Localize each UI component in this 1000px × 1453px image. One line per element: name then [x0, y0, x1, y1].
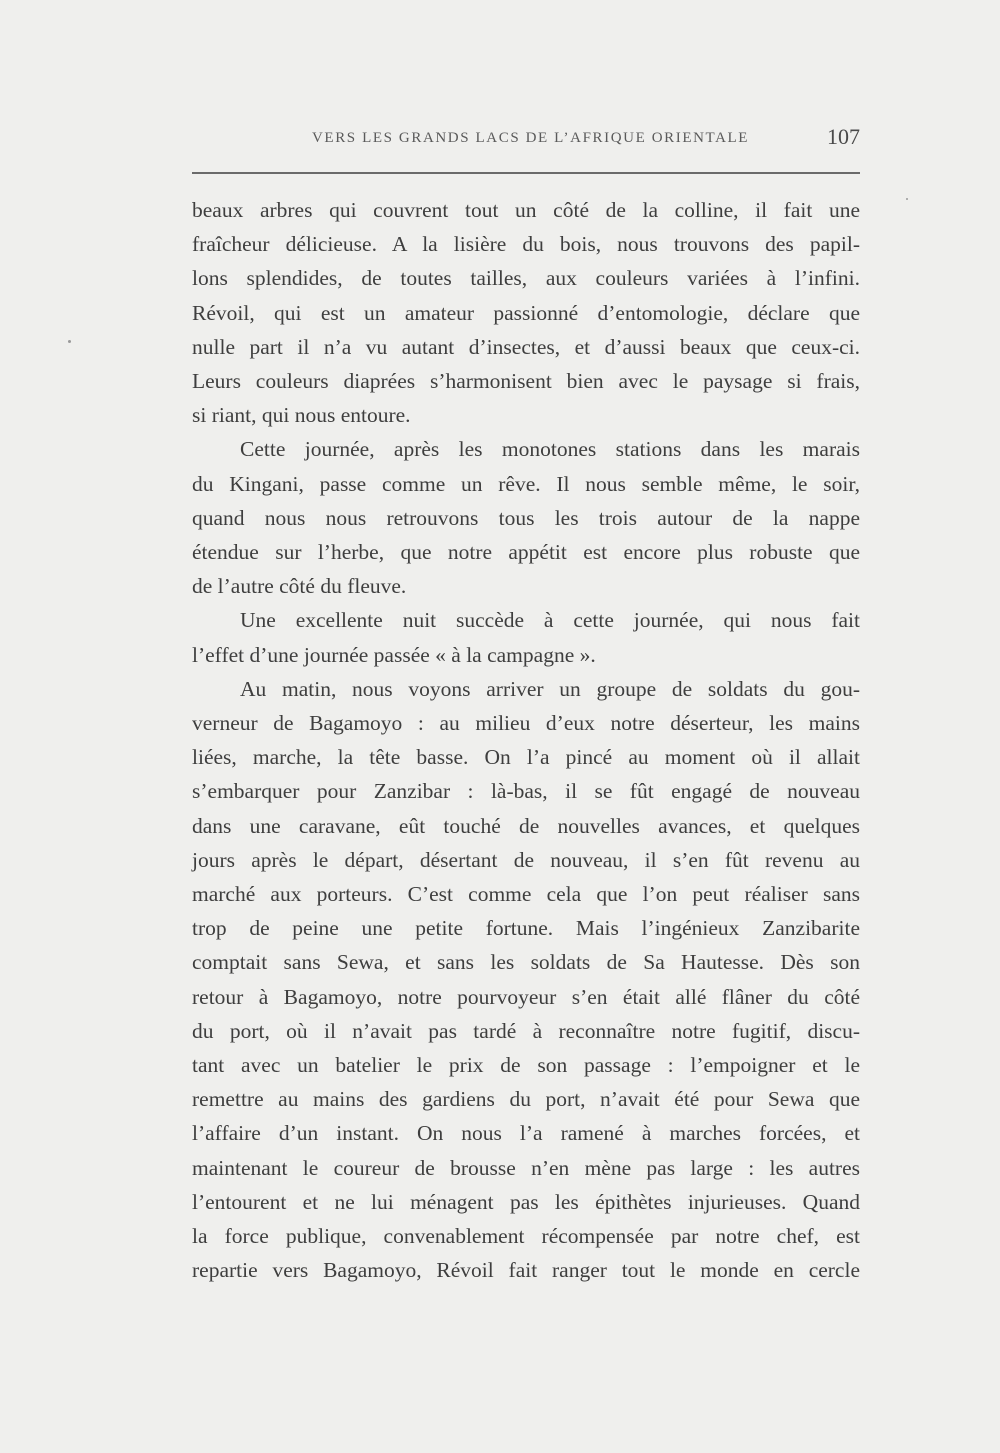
text-line: retour à Bagamoyo, notre pourvoyeur s’en était allé flâner du côté [192, 984, 860, 1009]
text-line: verneur de Bagamoyo : au milieu d’eux notre déserteur, les mains [192, 711, 860, 736]
page-number: 107 [827, 124, 860, 149]
text-line: comptait sans Sewa, et sans les soldats de Sa Hautesse. Dès son [192, 950, 860, 975]
text-line: tant avec un batelier le prix de son passage : l’empoigner et le [192, 1053, 860, 1078]
text-line: du Kingani, passe comme un rêve. Il nous semble même, le soir, [192, 471, 860, 496]
paper-speck [906, 198, 908, 200]
paper-speck [68, 340, 71, 343]
text-line: s’embarquer pour Zanzibar : là-bas, il se fût engagé de nouveau [192, 779, 860, 804]
text-line: trop de peine une petite fortune. Mais l’ingénieux Zanzibarite [192, 916, 860, 941]
text-line: remettre au mains des gardiens du port, n’avait été pour Sewa que [192, 1087, 860, 1112]
text-line: si riant, qui nous entoure. [192, 403, 411, 428]
text-line: liées, marche, la tête basse. On l’a pincé au moment où il allait [192, 745, 860, 770]
text-line: nulle part il n’a vu autant d’insectes, et d’aussi beaux que ceux-ci. [192, 334, 860, 359]
paragraph [192, 193, 860, 432]
text-line: maintenant le coureur de brousse n’en mène pas large : les autres [192, 1155, 860, 1180]
header-rule [192, 172, 860, 174]
text-line: quand nous nous retrouvons tous les trois autour de la nappe [192, 505, 860, 530]
text-line: l’effet d’une journée passée « à la campagne ». [192, 642, 596, 667]
page-header [192, 122, 860, 152]
text-line: marché aux porteurs. C’est comme cela que l’on peut réaliser sans [192, 882, 860, 907]
text-line: beaux arbres qui couvrent tout un côté de la colline, il fait une [192, 198, 860, 222]
text-line: Révoil, qui est un amateur passionné d’entomologie, déclare que [192, 300, 860, 325]
running-title: VERS LES GRANDS LACS DE L’AFRIQUE ORIENTALE [312, 130, 750, 146]
text-line: Une excellente nuit succède à cette journée, qui nous fait [240, 608, 860, 633]
text-line: l’affaire d’un instant. On nous l’a ramené à marches forcées, et [192, 1121, 860, 1146]
text-line: dans une caravane, eût touché de nouvelles avances, et quelques [192, 813, 860, 838]
text-line: Leurs couleurs diaprées s’harmonisent bien avec le paysage si frais, [192, 369, 860, 394]
text-line: repartie vers Bagamoyo, Révoil fait ranger tout le monde en cercle [192, 1258, 860, 1283]
text-line: fraîcheur délicieuse. A la lisière du bois, nous trouvons des papil- [192, 232, 860, 257]
text-line: de l’autre côté du fleuve. [192, 574, 407, 599]
text-line: lons splendides, de toutes tailles, aux couleurs variées à l’infini. [192, 266, 860, 291]
paragraph [192, 672, 860, 1288]
text-line: Cette journée, après les monotones stations dans les marais [240, 437, 860, 462]
text-line: l’entourent et ne lui ménagent pas les épithètes injurieuses. Quand [192, 1189, 860, 1214]
text-line: jours après le départ, désertant de nouveau, il s’en fût revenu au [192, 847, 860, 872]
paragraph [192, 432, 860, 603]
text-line: du port, où il n’avait pas tardé à reconnaître notre fugitif, discu- [192, 1018, 860, 1043]
text-line: Au matin, nous voyons arriver un groupe de soldats du gou- [240, 676, 860, 701]
text-line: la force publique, convenablement récompensée par notre chef, est [192, 1224, 860, 1249]
text-line: étendue sur l’herbe, que notre appétit est encore plus robuste que [192, 540, 860, 565]
body-text [192, 193, 860, 1288]
paragraph [192, 603, 860, 671]
